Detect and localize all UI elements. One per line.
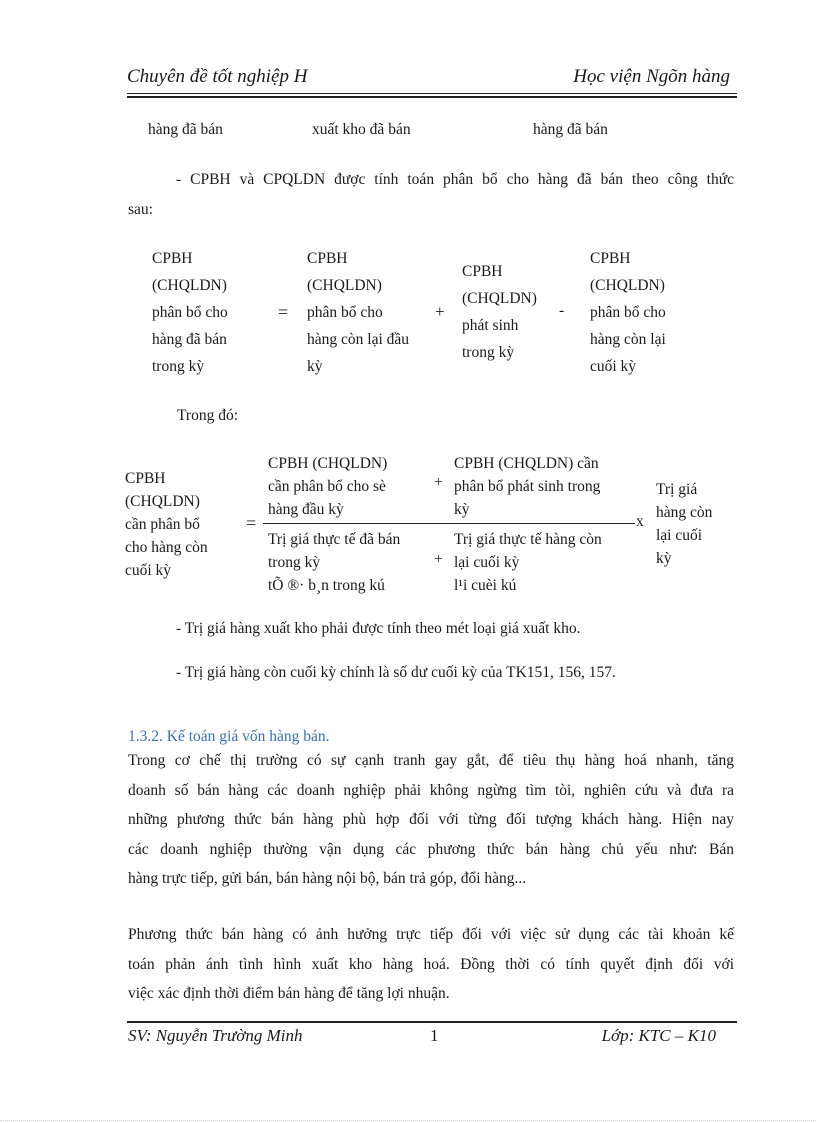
formula1-result: CPBH (CHQLDN) phân bổ cho hàng đã bán trong kỳ <box>152 250 228 375</box>
footer-rule <box>127 1021 737 1023</box>
formula2-factor: Trị giá hàng còn lại cuối kỳ <box>656 481 713 567</box>
formula1-term3: CPBH (CHQLDN) phân bổ cho hàng còn lại cuối kỳ <box>590 250 666 375</box>
formula1-term1: CPBH (CHQLDN) phân bổ cho hàng còn lại đầu kỳ <box>307 250 410 375</box>
formula2-denominator-right: Trị giá thực tế hàng còn lại cuối kỳ l¹i cuèi kú <box>454 531 602 594</box>
intro-line-1: - CPBH và CPQLDN được tính toán phân bổ cho hàng đã bán theo công thức <box>176 171 734 188</box>
fragment-2: xuất kho đã bán <box>312 121 411 138</box>
formula2-numerator-left: CPBH (CHQLDN) cần phân bổ cho sè hàng đầu kỳ <box>268 455 388 518</box>
page-number: 1 <box>430 1026 439 1045</box>
paragraph-1 <box>128 746 734 894</box>
where-label: Trong đó: <box>177 407 239 424</box>
paragraph-2 <box>128 920 734 1009</box>
intro-line-2: sau: <box>128 201 153 218</box>
formula2-times: x <box>636 513 644 530</box>
header-rule-top <box>127 93 737 94</box>
formula2-numerator-plus: + <box>434 474 443 491</box>
paragraph-1-line: doanh số bán hàng các doanh nghiệp phải không ngừng tìm tòi, nghiên cứu và đưa ra <box>128 781 734 799</box>
fraction-bar <box>263 523 635 524</box>
formula1-plus: + <box>435 302 445 321</box>
page-edge-divider <box>0 1120 816 1121</box>
formula1-term2: CPBH (CHQLDN) phát sinh trong kỳ <box>462 263 537 361</box>
header-left: Chuyên đề tốt nghiệp H <box>127 66 308 87</box>
formula2-denominator-left: Trị giá thực tế đã bán trong kỳ tÕ ®· b¸n trong kú <box>268 531 401 594</box>
formula2-result: CPBH (CHQLDN) cần phân bổ cho hàng còn cuối kỳ <box>125 470 208 579</box>
paragraph-2-line: toán phản ánh tình hình xuất kho hàng hoá. Đồng thời có tính quyết định đối với <box>128 955 734 973</box>
fragment-3: hàng đã bán <box>533 121 608 138</box>
footer-student: SV: Nguyễn Trường Minh <box>128 1026 303 1045</box>
fragment-1: hàng đã bán <box>148 121 223 138</box>
paragraph-2-line: Phương thức bán hàng có ảnh hưởng trực tiếp đối với việc sử dụng các tài khoản kế <box>128 926 734 943</box>
paragraph-1-line: hàng trực tiếp, gửi bán, bán hàng nội bộ, bán trả góp, đổi hàng... <box>128 870 527 887</box>
section-heading: 1.3.2. Kế toán giá vốn hàng bán. <box>128 728 330 745</box>
note-2: - Trị giá hàng còn cuối kỳ chính là số dư cuối kỳ của TK151, 156, 157. <box>176 664 616 681</box>
note-1: - Trị giá hàng xuất kho phải được tính theo mét loại giá xuất kho. <box>176 620 581 637</box>
header-rule-bottom <box>127 96 737 98</box>
formula1-equals: = <box>278 302 289 322</box>
paragraph-1-line: Trong cơ chế thị trường có sự cạnh tranh gay gắt, để tiêu thụ hàng hoá nhanh, tăng <box>128 752 734 769</box>
formula1-minus: - <box>559 302 565 319</box>
paragraph-1-line: các doanh nghiệp thường vận dụng các phương thức bán hàng chủ yếu như: Bán <box>128 840 734 858</box>
formula2-equals: = <box>246 513 257 533</box>
footer-class: Lớp: KTC – K10 <box>601 1026 716 1045</box>
paragraph-2-line: việc xác định thời điểm bán hàng để tăng lợi nhuận. <box>128 985 450 1002</box>
formula2-numerator-right: CPBH (CHQLDN) cần phân bổ phát sinh trong kỳ <box>454 455 601 518</box>
formula2-denominator-plus: + <box>434 551 443 568</box>
paragraph-1-line: những phương thức bán hàng phù hợp đối với từng đối tượng khách hàng. Hiện nay <box>128 811 734 828</box>
header-right: Học viện Ngõn hàng <box>573 66 730 87</box>
